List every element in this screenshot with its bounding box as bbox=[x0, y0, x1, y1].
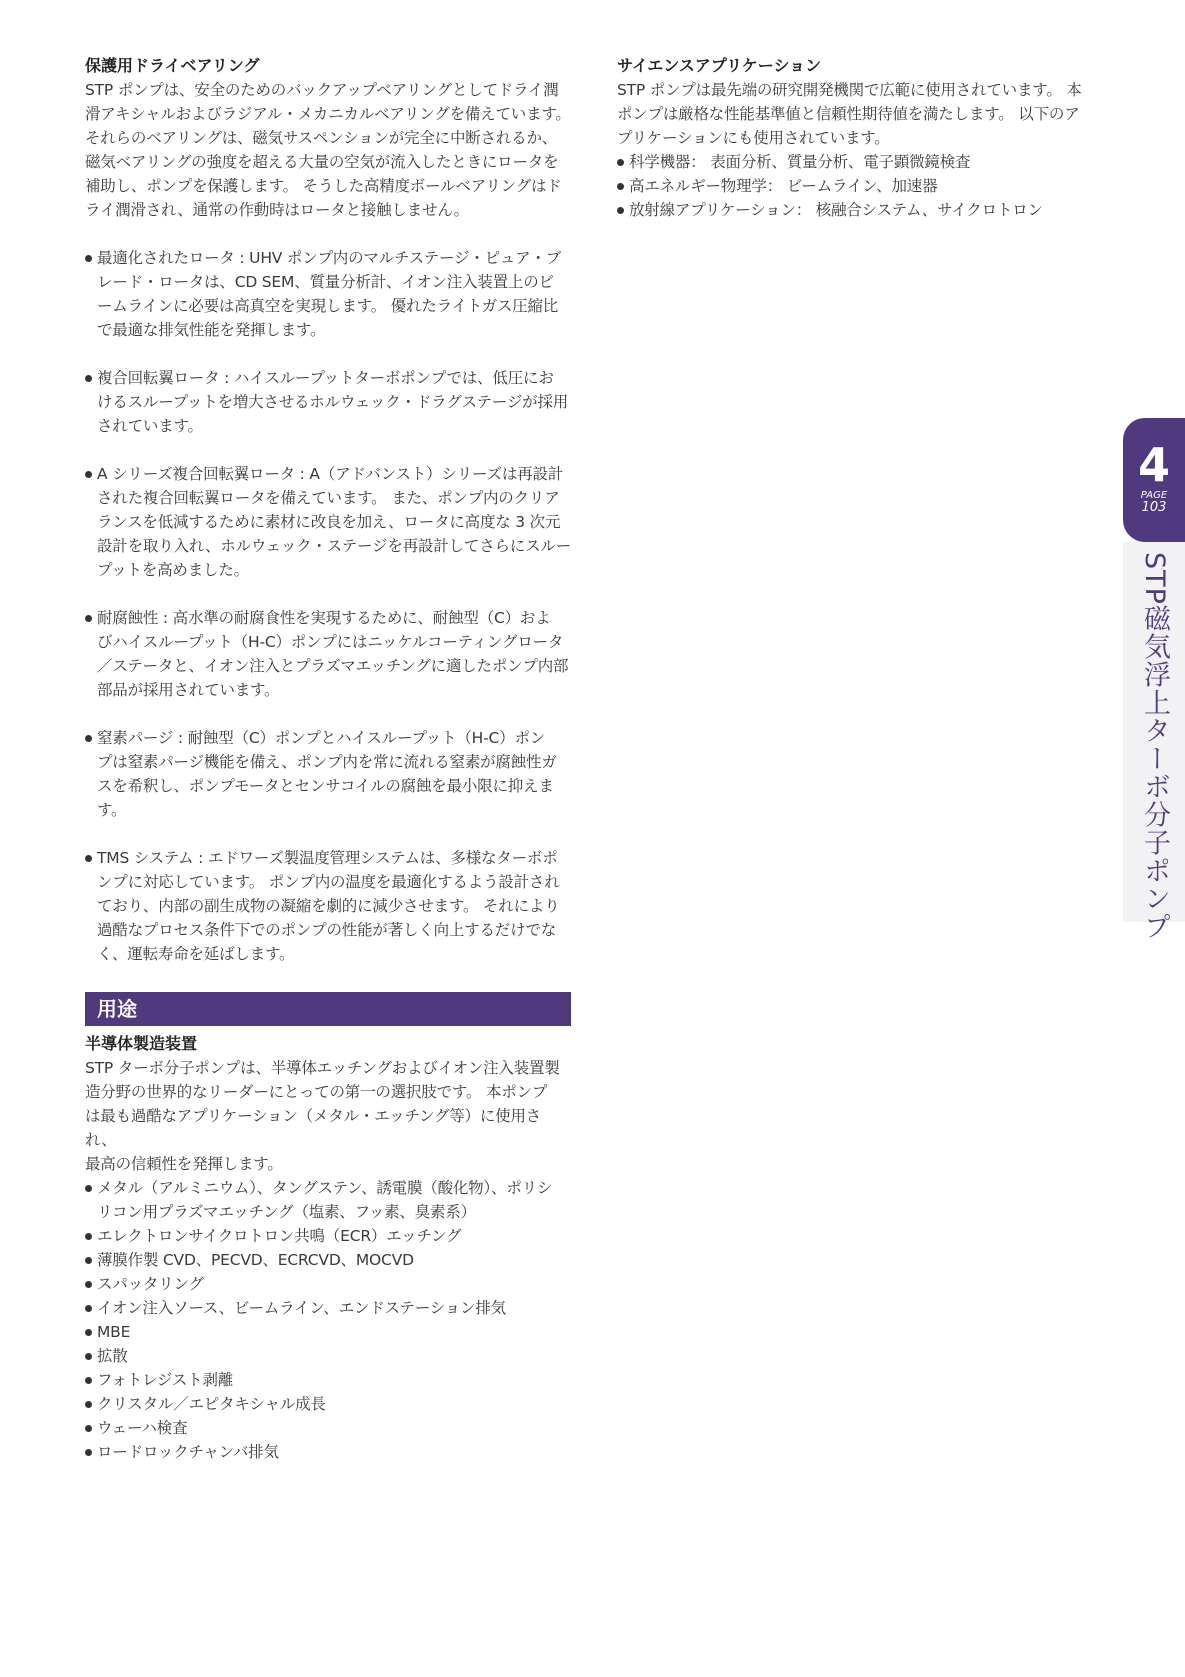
text-line: TMS システム : エドワーズ製温度管理システムは、多様なターボポ bbox=[97, 849, 558, 867]
text-line: ームラインに必要は高真空を実現します。 優れたライトガス圧縮比 bbox=[97, 297, 559, 315]
list-item bbox=[85, 1392, 571, 1416]
text-line: 高エネルギー物理学： ビームライン、加速器 bbox=[629, 177, 938, 195]
text-line: 薄膜作製 CVD、PECVD、ECRCVD、MOCVD bbox=[97, 1251, 414, 1269]
text-line: メタル（アルミニウム）、タングステン、誘電膜（酸化物）、ポリシ bbox=[97, 1179, 553, 1197]
list-item bbox=[617, 174, 1103, 198]
text-line: 滑アキシャルおよびラジアル・メカニカルベアリングを備えています。 bbox=[85, 105, 571, 123]
left-column bbox=[85, 54, 571, 1464]
feature-list bbox=[85, 246, 571, 966]
text-line: エレクトロンサイクロトロン共鳴（ECR）エッチング bbox=[97, 1227, 462, 1245]
text-line: ウェーハ検査 bbox=[97, 1419, 188, 1437]
text-line: 過酷なプロセス条件下でのポンプの性能が著しく向上するだけでな bbox=[97, 921, 557, 939]
text-line: ポンプは厳格な性能基準値と信頼性期待値を満たします。 以下のア bbox=[617, 105, 1080, 123]
text-line: は最も過酷なアプリケーション（メタル・エッチング等）に使用され、 bbox=[85, 1107, 542, 1149]
text-line: STP ポンプは最先端の研究開発機関で広範に使用されています。 本 bbox=[617, 81, 1082, 99]
text-line: 窒素パージ : 耐蝕型（C）ポンプとハイスループット（H-C）ポン bbox=[97, 729, 546, 747]
list-item bbox=[85, 1224, 571, 1248]
list-item bbox=[85, 1248, 571, 1272]
text-line: MBE bbox=[97, 1323, 131, 1341]
text-line: A シリーズ複合回転翼ロータ : A（アドバンスト）シリーズは再設計 bbox=[97, 465, 564, 483]
semiconductor-heading: 半導体製造装置 bbox=[85, 1034, 198, 1053]
text-line: 設計を取り入れ、ホルウェック・ステージを再設計してさらにスルー bbox=[97, 537, 571, 555]
text-line: 複合回転翼ロータ : ハイスループットターボポンプでは、低圧にお bbox=[97, 369, 554, 387]
text-line: ／ステータと、イオン注入とプラズマエッチングに適したポンプ内部 bbox=[97, 657, 569, 675]
text-line: フォトレジスト剥離 bbox=[97, 1371, 234, 1389]
text-line: イオン注入ソース、ビームライン、エンドステーション排気 bbox=[97, 1299, 506, 1317]
list-item bbox=[85, 1368, 571, 1392]
page-label: PAGE bbox=[1140, 490, 1168, 501]
bearing-paragraph bbox=[85, 78, 571, 222]
right-column bbox=[617, 54, 1103, 222]
text-line: 耐腐蝕性 : 高水準の耐腐食性を実現するために、耐蝕型（C）およ bbox=[97, 609, 551, 627]
text-line: 磁気ベアリングの強度を超える大量の空気が流入したときにロータを bbox=[85, 153, 559, 171]
text-line: 最適化されたロータ : UHV ポンプ内のマルチステージ・ピュア・ブ bbox=[97, 249, 562, 267]
text-line: プリケーションにも使用されています。 bbox=[617, 129, 890, 147]
text-line: リコン用プラズマエッチング（塩素、フッ素、臭素系） bbox=[97, 1203, 476, 1221]
list-item bbox=[85, 1440, 571, 1464]
text-line: レード・ロータは、CD SEM、質量分析計、イオン注入装置上のビ bbox=[97, 273, 554, 291]
list-item bbox=[85, 1176, 571, 1224]
chapter-number: 4 bbox=[1137, 438, 1170, 492]
text-line: 放射線アプリケーション： 核融合システム、サイクロトロン bbox=[629, 201, 1043, 219]
feature-item bbox=[85, 366, 571, 438]
list-item bbox=[85, 1416, 571, 1440]
page-number: 103 bbox=[1141, 500, 1167, 515]
feature-item bbox=[85, 606, 571, 702]
text-line: プットを高めました。 bbox=[97, 561, 249, 579]
text-line: 補助し、ポンプを保護します。 そうした高精度ボールベアリングはド bbox=[85, 177, 562, 195]
text-line: クリスタル／エピタキシャル成長 bbox=[97, 1395, 326, 1413]
list-item bbox=[85, 1344, 571, 1368]
text-line: く、運転寿命を延ばします。 bbox=[97, 945, 295, 963]
list-item bbox=[85, 1272, 571, 1296]
list-item bbox=[85, 1296, 571, 1320]
feature-item bbox=[85, 846, 571, 966]
list-item bbox=[617, 198, 1103, 222]
feature-item bbox=[85, 246, 571, 342]
text-line: けるスループットを増大させるホルウェック・ドラグステージが採用 bbox=[97, 393, 569, 411]
text-line: 科学機器： 表面分析、質量分析、電子顕微鏡検査 bbox=[629, 153, 971, 171]
text-line: STP ポンプは、安全のためのバックアップベアリングとしてドライ潤 bbox=[85, 81, 559, 99]
text-line: 造分野の世界的なリーダーにとっての第一の選択肢です。 本ポンプ bbox=[85, 1083, 548, 1101]
science-paragraph bbox=[617, 78, 1103, 150]
text-line: ロードロックチャンバ排気 bbox=[97, 1443, 279, 1461]
text-line: ており、内部の副生成物の凝縮を劇的に減少させます。 それにより bbox=[97, 897, 560, 915]
text-line: ランスを低減するために素材に改良を加え、ロータに高度な 3 次元 bbox=[97, 513, 561, 531]
semiconductor-paragraph bbox=[85, 1056, 571, 1176]
text-line: それらのベアリングは、磁気サスペンションが完全に中断されるか、 bbox=[85, 129, 558, 147]
text-line: 最高の信頼性を発揮します。 bbox=[85, 1155, 283, 1173]
feature-item bbox=[85, 726, 571, 822]
chapter-title: STP磁気浮上ターボ分子ポンプ bbox=[1139, 552, 1170, 941]
text-line: されています。 bbox=[97, 417, 203, 435]
science-list bbox=[617, 150, 1103, 222]
text-line: STP ターボ分子ポンプは、半導体エッチングおよびイオン注入装置製 bbox=[85, 1059, 560, 1077]
text-line: スパッタリング bbox=[97, 1275, 204, 1293]
semiconductor-list bbox=[85, 1176, 571, 1464]
text-line: ライ潤滑され、通常の作動時はロータと接触しません。 bbox=[85, 201, 469, 219]
text-line: 拡散 bbox=[97, 1347, 128, 1365]
text-line: された複合回転翼ロータを備えています。 また、ポンプ内のクリア bbox=[97, 489, 560, 507]
text-line: スを希釈し、ポンプモータとセンサコイルの腐蝕を最小限に抑えます。 bbox=[97, 777, 554, 819]
chapter-tab bbox=[1123, 418, 1185, 542]
feature-item bbox=[85, 462, 571, 582]
text-line: プは窒素パージ機能を備え、ポンプ内を常に流れる窒素が腐蝕性ガ bbox=[97, 753, 557, 771]
text-line: ンプに対応しています。 ポンプ内の温度を最適化するよう設計され bbox=[97, 873, 560, 891]
text-line: 部品が採用されています。 bbox=[97, 681, 280, 699]
list-item bbox=[85, 1320, 571, 1344]
bearing-heading: 保護用ドライベアリング bbox=[85, 56, 260, 75]
section-title-bar: 用途 bbox=[85, 992, 571, 1026]
list-item bbox=[617, 150, 1103, 174]
text-line: びハイスループット（H-C）ポンプにはニッケルコーティングロータ bbox=[97, 633, 564, 651]
science-heading: サイエンスアプリケーション bbox=[617, 56, 822, 75]
text-line: で最適な排気性能を発揮します。 bbox=[97, 321, 326, 339]
